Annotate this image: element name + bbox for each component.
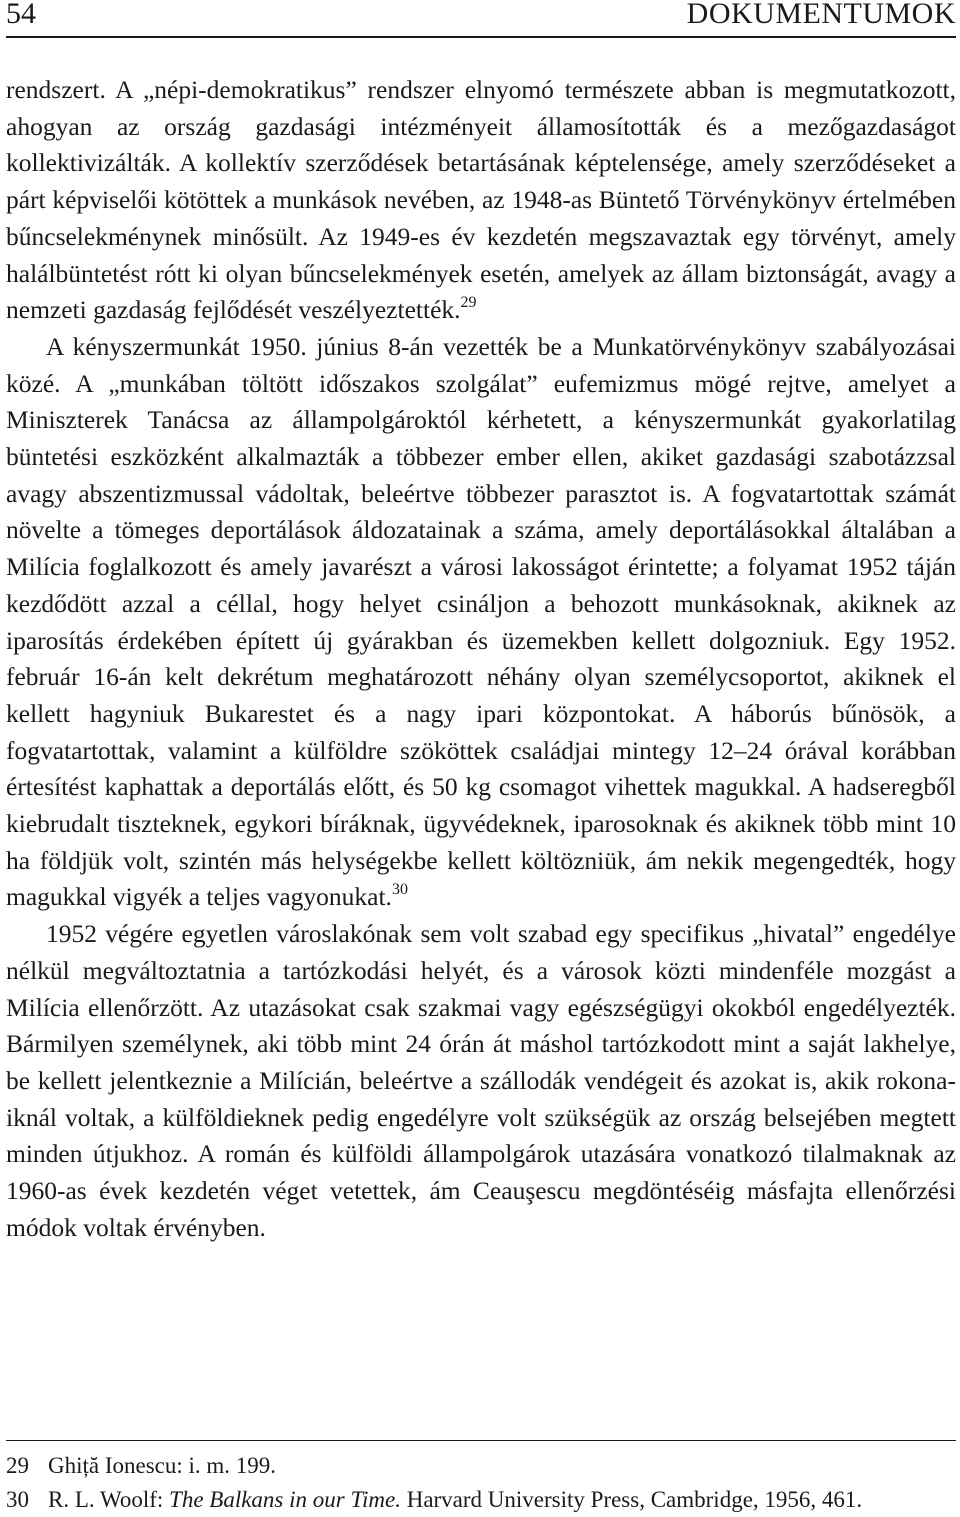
paragraph-text: rendszert. A „népi-demokratikus” rendszer elnyomó természete abban is megmutatkozott, ahogyan az ország gazdasági intézményeit államosították és a mezőgazdaságot kollektivizálták. A kollektív szerződések betartásának képtelensége, amely szerződéseket a párt képviselői kötöttek a munkások nevében, az 1948-as Büntető Törvénykönyv értelmében bűncselekménynek minősült. Az 1949-es év kezdetén megszavaztak egy törvényt, amely halálbüntetést rótt ki olyan bűncselekmények esetén, amelyek az állam biztonságát, avagy a nemzeti gazdaság fejlődését veszélyeztették. <box>6 75 956 325</box>
paragraph-3 <box>6 916 956 1246</box>
footnote-citation: Ghiță Ionescu: i. m. 199. <box>48 1453 277 1478</box>
footnote-number: 29 <box>6 1453 29 1478</box>
footnote-30 <box>6 1483 956 1517</box>
page-number: 54 <box>6 0 36 30</box>
paragraph-text: 1952 végére egyetlen városlakónak sem volt szabad egy specifikus „hivatal” engedélye nélkül megváltoztatnia a tartózkodási helyét, és a városok közti mindenféle mozgást a Milícia ellenőrzött. Az utazásokat csak szakmai vagy egészségügyi okokból engedélyezték. Bármilyen személynek, aki több mint 24 órán át máshol tartózkodott mint a saját lakhelye, be kellett jelentkeznie a Milícián, beleértve a szállodák vendégeit és azokat is, akik rokonaiknál voltak, a külföldieknek pedig engedélyre volt szükségük az ország belsejében megtett minden útjukhoz. A román és külföldi állampolgárok utazására vonatkozó tilalmaknak az 1960-as évek kezdetén véget vetettek, ám Ceauşescu megdöntéséig másfajta ellenőrzési módok voltak érvényben. <box>6 919 956 1242</box>
paragraph-2 <box>6 329 956 916</box>
footnote-author: R. L. Woolf: <box>48 1487 170 1512</box>
footnotes <box>6 1440 956 1517</box>
running-header <box>6 0 956 38</box>
footnote-ref-30[interactable]: 30 <box>391 880 408 898</box>
footnote-publisher: Harvard University Press, Cambridge, 1956, 461. <box>400 1487 863 1512</box>
footnote-text <box>48 1449 276 1483</box>
section-title: DOKUMENTUMOK <box>686 0 956 30</box>
footnote-ref-29[interactable]: 29 <box>460 293 477 311</box>
document-page <box>6 0 956 1512</box>
paragraph-1 <box>6 72 956 329</box>
footnote-book-title: The Balkans in our Time. <box>169 1487 401 1512</box>
footnote-29 <box>6 1449 956 1483</box>
paragraph-text: A kényszermunkát 1950. június 8-án vezették be a Munkatörvénykönyv szabályozásai közé. A „munkában töltött időszakos szolgálat” eufemizmus mögé rejtve, amelyet a Miniszterek Tanácsa az állampolgároktól kérhetett, a kényszermunkát gyakorlatilag büntetési eszközként alkalmazták a többezer ember ellen, akiket gazdasági szabotázzsal avagy abszentizmussal vádoltak, beleértve többezer parasztot is. A fogvatartottak számát növelte a tömeges deportálások áldozatainak a száma, amely deportálásokkal általában a Milícia foglalkozott és amely javarészt a városi lakosságot érintette; a folyamat 1952 táján kezdődött azzal a céllal, hogy helyet csináljon a behozott munkásoknak, akiknek az iparosítás érdekében épített új gyárakban és üzemekben kellett dolgozniuk. Egy 1952. február 16-án kelt dekrétum meghatározott néhány olyan személycsoportot, akiknek el kellett hagyniuk Bukarestet és a nagy ipari központokat. A háborús bűnösök, a fogvatartottak, valamint a külföldre szököttek családjai mintegy 12–24 órával korábban értesítést kaphattak a deportálás előtt, és 50 kg csomagot vihettek magukkal. A hadseregből kiebrudalt tiszteknek, egykori bíráknak, ügyvédeknek, iparosoknak és akiknek több mint 10 ha földjük volt, szintén más helységekbe kellett költözniük, ám nekik megengedték, hogy magukkal vigyék a teljes vagyonukat. <box>6 331 956 912</box>
footnote-text <box>48 1483 862 1517</box>
body-text <box>6 72 956 1247</box>
footnote-number: 30 <box>6 1487 29 1512</box>
